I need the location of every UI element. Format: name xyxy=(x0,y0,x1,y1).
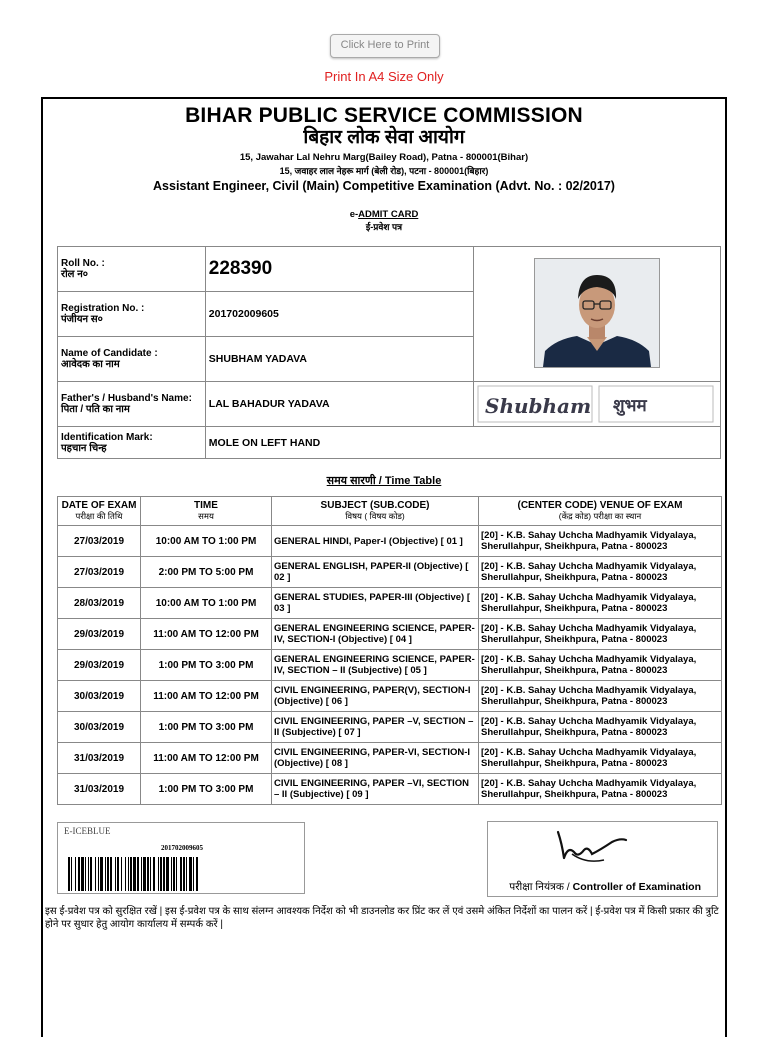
exam-time: 10:00 AM TO 1:00 PM xyxy=(141,588,272,619)
candidate-photo xyxy=(534,258,660,368)
father-name-value: LAL BAHADUR YADAVA xyxy=(205,382,473,427)
address-en: 15, Jawahar Lal Nehru Marg(Bailey Road), Patna - 800001(Bihar) xyxy=(239,152,529,163)
exam-time: 11:00 AM TO 12:00 PM xyxy=(141,681,272,712)
table-row xyxy=(58,712,722,743)
header-subject: SUBJECT (SUB.CODE) विषय ( विषय कोड) xyxy=(272,497,479,526)
identification-mark-label: Identification Mark: पहचान चिन्ह xyxy=(58,427,206,459)
exam-title: Assistant Engineer, Civil (Main) Competitive Examination (Advt. No. : 02/2017) xyxy=(153,179,615,193)
exam-time: 1:00 PM TO 3:00 PM xyxy=(141,650,272,681)
exam-venue: [20] - K.B. Sahay Uchcha Madhyamik Vidyalaya, Sherullahpur, Sheikhpura, Patna - 800023 xyxy=(479,681,722,712)
exam-subject: CIVIL ENGINEERING, PAPER(V), SECTION-I (Objective) [ 06 ] xyxy=(272,681,479,712)
table-row xyxy=(58,681,722,712)
exam-subject: CIVIL ENGINEERING, PAPER –VI, SECTION – II (Subjective) [ 09 ] xyxy=(272,774,479,805)
exam-date: 31/03/2019 xyxy=(58,774,141,805)
exam-venue: [20] - K.B. Sahay Uchcha Madhyamik Vidyalaya, Sherullahpur, Sheikhpura, Patna - 800023 xyxy=(479,557,722,588)
exam-subject: GENERAL ENGINEERING SCIENCE, PAPER-IV, SECTION-I (Objective) [ 04 ] xyxy=(272,619,479,650)
controller-signature xyxy=(488,824,717,874)
father-name-label: Father's / Husband's Name: पिता / पति का नाम xyxy=(58,382,206,427)
commission-title-en: BIHAR PUBLIC SERVICE COMMISSION xyxy=(185,104,583,127)
exam-venue: [20] - K.B. Sahay Uchcha Madhyamik Vidyalaya, Sherullahpur, Sheikhpura, Patna - 800023 xyxy=(479,650,722,681)
table-row xyxy=(58,588,722,619)
admit-card-title xyxy=(0,209,768,220)
exam-subject: GENERAL STUDIES, PAPER-III (Objective) [ 03 ] xyxy=(272,588,479,619)
table-row xyxy=(58,557,722,588)
exam-subject: CIVIL ENGINEERING, PAPER –V, SECTION – II (Subjective) [ 07 ] xyxy=(272,712,479,743)
exam-time: 11:00 AM TO 12:00 PM xyxy=(141,743,272,774)
barcode-box xyxy=(57,822,305,894)
exam-venue: [20] - K.B. Sahay Uchcha Madhyamik Vidyalaya, Sherullahpur, Sheikhpura, Patna - 800023 xyxy=(479,526,722,557)
exam-date: 30/03/2019 xyxy=(58,681,141,712)
table-row xyxy=(58,526,722,557)
signature-english: Shubham xyxy=(485,394,592,418)
exam-subject: CIVIL ENGINEERING, PAPER-VI, SECTION-I (Objective) [ 08 ] xyxy=(272,743,479,774)
header-venue: (CENTER CODE) VENUE OF EXAM (केंद्र कोड) परीक्षा का स्थान xyxy=(479,497,722,526)
roll-label: Roll No. : रोल न० xyxy=(58,247,206,292)
exam-date: 27/03/2019 xyxy=(58,526,141,557)
controller-label: परीक्षा नियंत्रक / Controller of Examination xyxy=(509,881,701,893)
roll-value: 228390 xyxy=(205,247,473,292)
exam-date: 28/03/2019 xyxy=(58,588,141,619)
timetable xyxy=(57,496,722,805)
exam-venue: [20] - K.B. Sahay Uchcha Madhyamik Vidyalaya, Sherullahpur, Sheikhpura, Patna - 800023 xyxy=(479,588,722,619)
exam-date: 31/03/2019 xyxy=(58,743,141,774)
print-size-note: Print In A4 Size Only xyxy=(324,69,444,84)
exam-date: 29/03/2019 xyxy=(58,650,141,681)
candidate-name-label: Name of Candidate : आवेदक का नाम xyxy=(58,337,206,382)
exam-time: 2:00 PM TO 5:00 PM xyxy=(141,557,272,588)
controller-signature-box xyxy=(487,821,718,897)
card-title: ADMIT CARD xyxy=(358,209,419,220)
header-time: TIME समय xyxy=(141,497,272,526)
table-row xyxy=(58,650,722,681)
exam-venue: [20] - K.B. Sahay Uchcha Madhyamik Vidyalaya, Sherullahpur, Sheikhpura, Patna - 800023 xyxy=(479,774,722,805)
exam-venue: [20] - K.B. Sahay Uchcha Madhyamik Vidyalaya, Sherullahpur, Sheikhpura, Patna - 800023 xyxy=(479,619,722,650)
table-row xyxy=(58,774,722,805)
exam-venue: [20] - K.B. Sahay Uchcha Madhyamik Vidyalaya, Sherullahpur, Sheikhpura, Patna - 800023 xyxy=(479,712,722,743)
exam-time: 1:00 PM TO 3:00 PM xyxy=(141,712,272,743)
candidate-name-value: SHUBHAM YADAVA xyxy=(205,337,473,382)
commission-title-hi: बिहार लोक सेवा आयोग xyxy=(303,127,465,148)
barcode xyxy=(68,857,296,891)
exam-time: 11:00 AM TO 12:00 PM xyxy=(141,619,272,650)
exam-time: 10:00 AM TO 1:00 PM xyxy=(141,526,272,557)
timetable-title: समय सारणी / Time Table xyxy=(326,475,442,487)
signature-hindi: शुभम xyxy=(613,396,647,416)
photo-cell xyxy=(474,247,721,382)
identification-mark-value: MOLE ON LEFT HAND xyxy=(205,427,720,459)
exam-subject: GENERAL ENGLISH, PAPER-II (Objective) [ 02 ] xyxy=(272,557,479,588)
table-row xyxy=(58,743,722,774)
timetable-header-row xyxy=(58,497,722,526)
instructions-note: इस ई-प्रवेश पत्र को सुरक्षित रखें | इस ई-प्रवेश पत्र के साथ संलग्न आवश्यक निर्देश को भी डाउनलोड कर प्रिंट कर लें एवं उसमे अंकित निर्देशों का पालन करें | ई-प्रवेश पत्र में किसी प्रकार की त्रुटि होने पर सुधार हेतु आयोग कार्यालय में सम्पर्क करें | xyxy=(45,906,719,930)
exam-time: 1:00 PM TO 3:00 PM xyxy=(141,774,272,805)
exam-venue: [20] - K.B. Sahay Uchcha Madhyamik Vidyalaya, Sherullahpur, Sheikhpura, Patna - 800023 xyxy=(479,743,722,774)
address-hi: 15, जवाहर लाल नेहरू मार्ग (बेली रोड), पटना - 800001(बिहार) xyxy=(279,166,489,176)
barcode-number: 201702009605 xyxy=(161,844,203,852)
header-date: DATE OF EXAM परीक्षा की तिथि xyxy=(58,497,141,526)
registration-label: Registration No. : पंजीयन स० xyxy=(58,292,206,337)
exam-subject: GENERAL ENGINEERING SCIENCE, PAPER-IV, SECTION – II (Subjective) [ 05 ] xyxy=(272,650,479,681)
candidate-info-table xyxy=(57,246,721,459)
table-row xyxy=(58,619,722,650)
exam-date: 27/03/2019 xyxy=(58,557,141,588)
card-prefix: e- xyxy=(349,209,359,220)
exam-date: 30/03/2019 xyxy=(58,712,141,743)
exam-subject: GENERAL HINDI, Paper-I (Objective) [ 01 ] xyxy=(272,526,479,557)
watermark-text: E-ICEBLUE xyxy=(64,826,111,836)
admit-card-title-hi: ई-प्रवेश पत्र xyxy=(365,222,403,232)
registration-value: 201702009605 xyxy=(205,292,473,337)
print-button[interactable]: Click Here to Print xyxy=(330,34,440,58)
exam-date: 29/03/2019 xyxy=(58,619,141,650)
candidate-signature xyxy=(474,382,721,427)
